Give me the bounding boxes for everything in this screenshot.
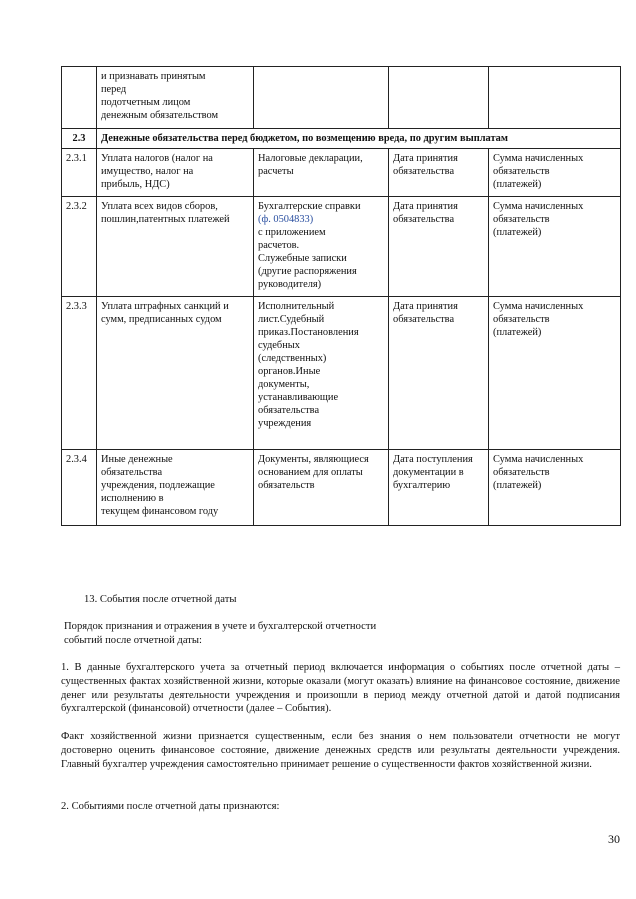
table-cell (62, 67, 97, 129)
recognition-amount (489, 297, 621, 450)
paragraph-1: 1. В данные бухгалтерского учета за отчетный период включается информация о событиях после отчетной даты – существенных фактах хозяйственной жизни, которые оказали (могут оказать) влияние на финансовое состояние, движение денег или результаты деятельности учреждения и произошли в период между отчетной датой и датой подписания бухгалтерской (финансовой) отчетности (далее – События). (61, 662, 620, 715)
cell-line: текущем финансовом году (101, 506, 219, 517)
cell-line: Уплата налогов (налог на (101, 153, 213, 164)
source-documents (254, 450, 389, 526)
table-row (62, 67, 621, 129)
cell-line: исполнению в (101, 493, 164, 504)
recognition-date (389, 297, 489, 450)
obligation-name (97, 297, 254, 450)
cell-line: Сумма начисленных (493, 301, 584, 312)
cell-line: учреждения (258, 418, 312, 429)
obligation-name (97, 450, 254, 526)
cell-line: и признавать принятым (101, 71, 206, 82)
cell-line: (следственных) (258, 353, 327, 364)
cell-line: расчеты (258, 166, 294, 177)
recognition-date (389, 149, 489, 197)
table-cell (97, 67, 254, 129)
cell-line: прибыль, НДС) (101, 179, 170, 190)
obligations-table (61, 66, 621, 526)
cell-line: подотчетным лицом (101, 97, 191, 108)
paragraph-2: Факт хозяйственной жизни признается существенным, если без знания о нем пользователи отчетности не могут достоверно оценить финансовое состояние, движение денежных средств или результаты деятельности учреждения. Главный бухгалтер учреждения самостоятельно принимает решение о существенности фактов хозяйственной жизни. (61, 731, 620, 770)
source-documents (254, 197, 389, 297)
cell-line: Уплата всех видов сборов, (101, 201, 218, 212)
form-link[interactable]: (ф. 0504833) (258, 214, 314, 225)
cell-line: денежным обязательством (101, 110, 219, 121)
cell-line: устанавливающие (258, 392, 339, 403)
cell-line: обязательства (393, 214, 455, 225)
recognition-amount (489, 197, 621, 297)
cell-line: (платежей) (493, 480, 542, 491)
table-row (62, 149, 621, 197)
source-documents (254, 149, 389, 197)
table-row (62, 297, 621, 450)
cell-line: обязательств (493, 467, 550, 478)
page-number: 30 (608, 832, 620, 846)
cell-line: с приложением (258, 227, 326, 238)
cell-line: Бухгалтерские справки (258, 201, 361, 212)
order-line-1: Порядок признания и отражения в учете и бухгалтерской отчетности (64, 621, 377, 632)
cell-line: имущество, налог на (101, 166, 194, 177)
cell-line: руководителя) (258, 279, 322, 290)
recognition-date (389, 450, 489, 526)
row-number: 2.3.1 (62, 149, 97, 197)
obligation-name (97, 197, 254, 297)
cell-line: основанием для оплаты (258, 467, 363, 478)
cell-line: (платежей) (493, 327, 542, 338)
cell-line: Уплата штрафных санкций и (101, 301, 229, 312)
section-row (62, 129, 621, 149)
cell-line: Дата поступления (393, 454, 473, 465)
row-number: 2.3.4 (62, 450, 97, 526)
table-cell (489, 67, 621, 129)
cell-line: Налоговые декларации, (258, 153, 363, 164)
cell-line: Сумма начисленных (493, 201, 584, 212)
cell-line: (другие распоряжения (258, 266, 357, 277)
cell-line: (платежей) (493, 227, 542, 238)
section-title: Денежные обязательства перед бюджетом, по возмещению вреда, по другим выплатам (97, 129, 621, 149)
cell-line: обязательств (493, 166, 550, 177)
table-row (62, 450, 621, 526)
section-heading: 13. События после отчетной даты (84, 594, 237, 605)
cell-line: перед (101, 84, 127, 95)
cell-line: судебных (258, 340, 300, 351)
cell-line: обязательств (493, 314, 550, 325)
order-heading (64, 620, 376, 648)
cell-line: Дата принятия (393, 201, 458, 212)
table-body (62, 149, 621, 526)
recognition-amount (489, 149, 621, 197)
order-line-2: событий после отчетной даты: (64, 634, 202, 646)
cell-line: Служебные записки (258, 253, 347, 264)
paragraph-3: 2. Событиями после отчетной даты признаются: (61, 801, 280, 812)
cell-line: расчетов. (258, 240, 300, 251)
cell-line: обязательств (258, 480, 315, 491)
cell-line: Дата принятия (393, 301, 458, 312)
cell-line: Дата принятия (393, 153, 458, 164)
table-cell (254, 67, 389, 129)
cell-line: обязательства (393, 166, 455, 177)
cell-line: обязательства (393, 314, 455, 325)
cell-line: приказ.Постановления (258, 327, 359, 338)
cell-line: учреждения, подлежащие (101, 480, 215, 491)
cell-line: обязательства (101, 467, 163, 478)
cell-line: органов.Иные (258, 366, 321, 377)
cell-line: (платежей) (493, 179, 542, 190)
recognition-date (389, 197, 489, 297)
cell-line: Иные денежные (101, 454, 173, 465)
row-number: 2.3.3 (62, 297, 97, 450)
cell-line: Документы, являющиеся (258, 454, 369, 465)
cell-line: пошлин,патентных платежей (101, 214, 230, 225)
row-number: 2.3.2 (62, 197, 97, 297)
cell-line: Сумма начисленных (493, 153, 584, 164)
cell-line: обязательства (258, 405, 320, 416)
cell-line: документации в (393, 467, 464, 478)
recognition-amount (489, 450, 621, 526)
source-documents (254, 297, 389, 450)
cell-line: бухгалтерию (393, 480, 451, 491)
section-number: 2.3 (62, 129, 97, 149)
table-cell (389, 67, 489, 129)
cell-line: документы, (258, 379, 310, 390)
cell-line: Исполнительный (258, 301, 335, 312)
cell-line: обязательств (493, 214, 550, 225)
cell-line: Сумма начисленных (493, 454, 584, 465)
cell-line: сумм, предписанных судом (101, 314, 222, 325)
cell-line: лист.Судебный (258, 314, 325, 325)
obligation-name (97, 149, 254, 197)
table-row (62, 197, 621, 297)
